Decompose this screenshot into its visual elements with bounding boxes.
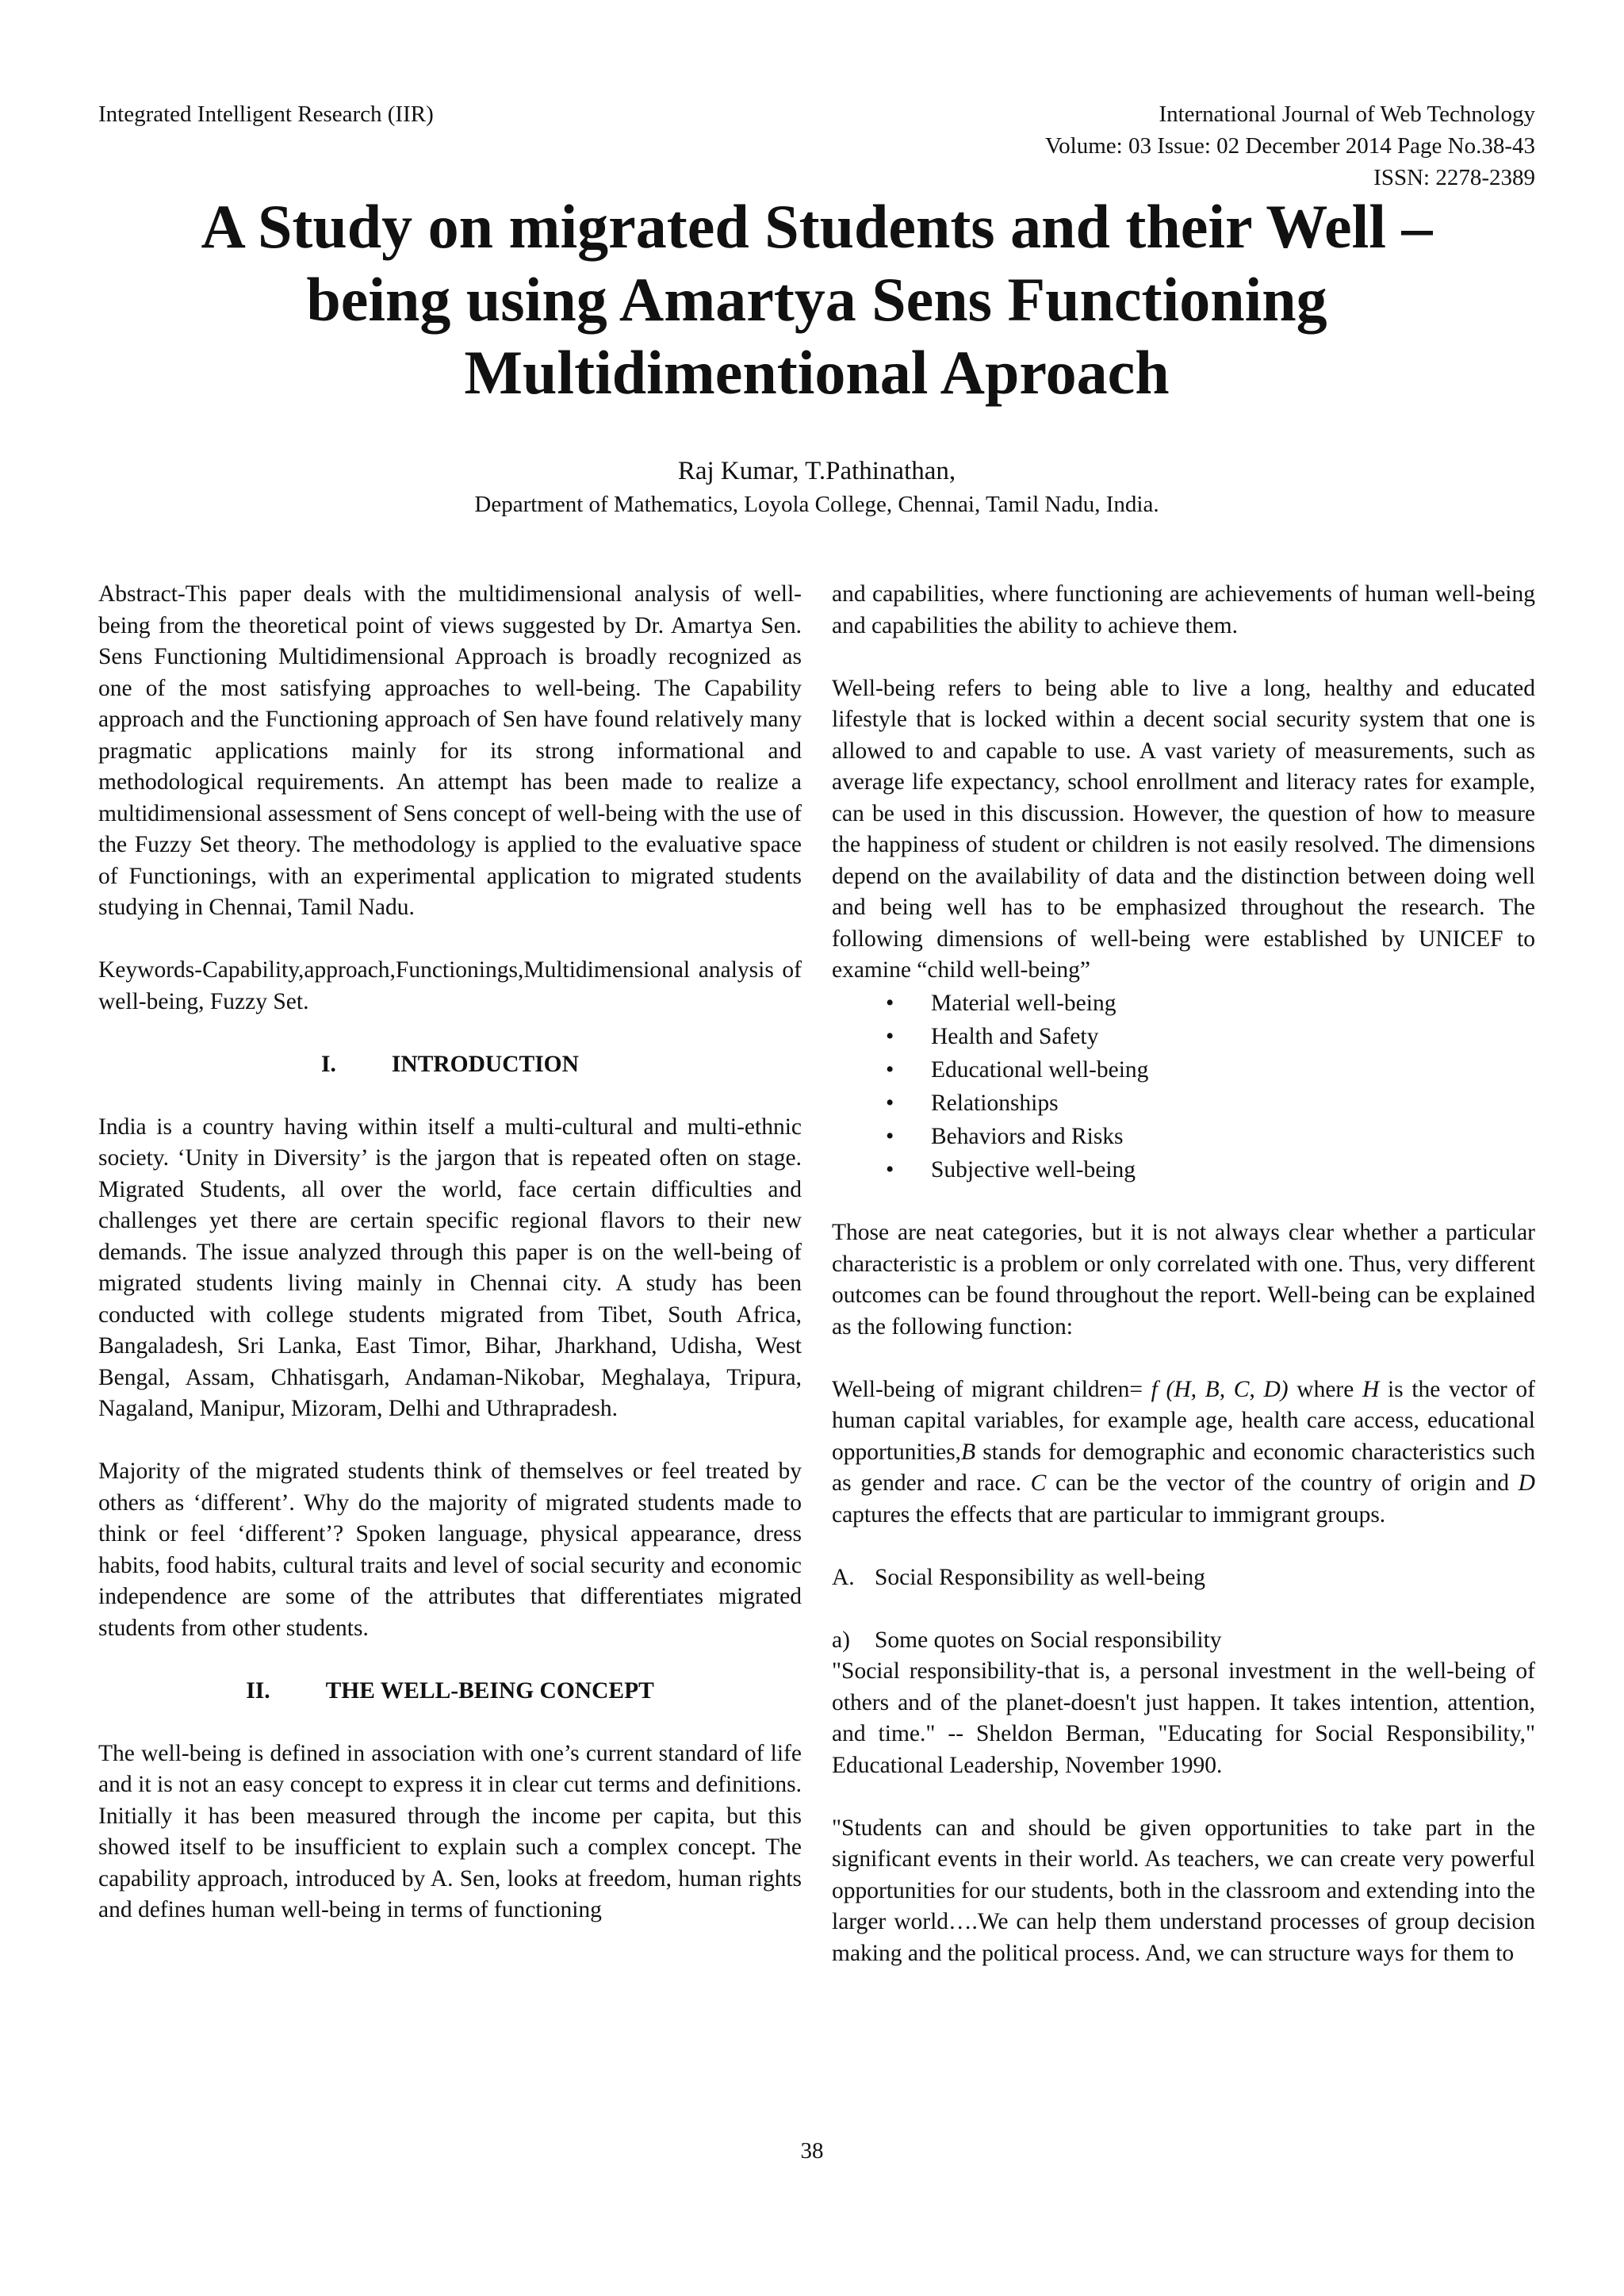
authors: Raj Kumar, T.Pathinathan, [677, 457, 956, 485]
bullet-icon: • [886, 1090, 894, 1116]
list-item [832, 1087, 1535, 1120]
left-column [98, 579, 802, 1926]
function-paragraph [832, 1374, 1535, 1531]
subsubsection-title: Some quotes on Social responsibility [875, 1627, 1222, 1653]
function-text: where [1288, 1376, 1362, 1402]
section-number: I. [321, 1051, 336, 1077]
variable-d: D [1518, 1470, 1535, 1496]
list-item [832, 1053, 1535, 1087]
function-lead-text: Well-being of migrant children= [832, 1376, 1151, 1402]
bullet-icon: • [886, 1023, 894, 1049]
affiliation: Department of Mathematics, Loyola College, Chennai, Tamil Nadu, India. [474, 492, 1159, 517]
list-item [832, 1020, 1535, 1053]
function-text: is the vector of human capital variables, for example age, health care access, educational opportunities, [832, 1376, 1535, 1465]
subsection-label: A. [832, 1564, 855, 1590]
journal-publisher: Integrated Intelligent Research (IIR) [98, 102, 434, 127]
list-item-text: Behaviors and Risks [931, 1123, 1124, 1149]
unicef-dimensions-list [832, 987, 1535, 1186]
intro-paragraph-2: Majority of the migrated students think of themselves or feel treated by others as ‘different’. Why do the majority of migrated students made to think or feel ‘different’? Spoken language, physical appearance, dress habits, food habits, cultural traits and level of social security and economic independence are some of the attributes that differentiates migrated students from other students. [98, 1458, 802, 1641]
bullet-icon: • [886, 1123, 894, 1149]
well-being-paragraph-1: The well-being is defined in association with one’s current standard of life and it is not an easy concept to express it in clear cut terms and definitions. Initially it has been measured through the income per capita, but this showed itself to be insufficient to explain such a complex concept. The capability approach, introduced by A. Sen, looks at freedom, human rights and defines human well-being in terms of functioning [98, 1740, 802, 1922]
list-item-text: Subjective well-being [931, 1156, 1136, 1182]
subsubsection-label: a) [832, 1627, 850, 1653]
list-item-text: Material well-being [931, 990, 1116, 1016]
journal-info [1045, 98, 1535, 194]
subsection-heading-social-responsibility [832, 1562, 1535, 1594]
section-title: INTRODUCTION [391, 1051, 579, 1077]
section-heading-well-being-concept [98, 1676, 802, 1708]
function-expression: f (H, B, C, D) [1151, 1376, 1289, 1402]
keywords: Keywords-Capability,approach,Functionings,Multidimensional analysis of well-being, Fuzzy Set. [98, 957, 802, 1014]
title-line-2: being using Amartya Sens Functioning [306, 265, 1327, 334]
subsection-title: Social Responsibility as well-being [875, 1564, 1206, 1590]
bullet-icon: • [886, 990, 894, 1016]
list-item-text: Relationships [931, 1090, 1059, 1116]
journal-volume-issue: Volume: 03 Issue: 02 December 2014 Page No.38-43 [1044, 133, 1535, 159]
paper-title [98, 190, 1535, 409]
section-title: THE WELL-BEING CONCEPT [325, 1677, 654, 1704]
intro-paragraph-1: India is a country having within itself a multi-cultural and multi-ethnic society. ‘Unity in Diversity’ is the jargon that is repeated often on stage. Migrated Students, all over the world, face certain difficulties and challenges yet there are certain specific regional flavors to their new demands. The issue analyzed through this paper is on the well-being of migrated students living mainly in Chennai city. A study has been conducted with college students migrated from Tibet, South Africa, Bangaladesh, Sri Lanka, East Timor, Bihar, Jharkhand, Udisha, West Bengal, Assam, Chhatisgarh, Andaman-Nikobar, Meghalaya, Tripura, Nagaland, Manipur, Mizoram, Delhi and Uthrapradesh. [98, 1114, 802, 1421]
journal-name: International Journal of Web Technology [1159, 102, 1535, 127]
section-number: II. [246, 1677, 270, 1704]
function-text: can be the vector of the country of origin and [1046, 1470, 1519, 1496]
list-item [832, 1153, 1535, 1186]
bullet-icon: • [886, 1056, 894, 1083]
variable-c: C [1030, 1470, 1047, 1496]
page-number: 38 [800, 2138, 824, 2164]
list-item-text: Health and Safety [931, 1023, 1099, 1049]
quote-berman: "Social responsibility-that is, a personal investment in the well-being of others and of the planet-doesn't just happen. It takes intention, attention, and time." -- Sheldon Berman, "Educating for Social Responsibility," Educational Leadership, November 1990. [832, 1658, 1535, 1778]
quote-students: "Students can and should be given opportunities to take part in the significant events in their world. As teachers, we can create very powerful opportunities for our students, both in the classroom and extending into the larger world….We can help them understand processes of group decision making and the political process. And, we can structure ways for them to [832, 1815, 1535, 1966]
list-item [832, 987, 1535, 1020]
list-item [832, 1120, 1535, 1153]
function-text: captures the effects that are particular to immigrant groups. [832, 1501, 1386, 1527]
section-heading-introduction [98, 1049, 802, 1081]
function-text: stands for demographic and economic characteristics such as gender and race. [832, 1439, 1535, 1496]
continued-paragraph: and capabilities, where functioning are achievements of human well-being and capabilities the ability to achieve them. [832, 581, 1535, 638]
well-being-paragraph-2: Well-being refers to being able to live a long, healthy and educated lifestyle that is locked within a decent social security system that one is allowed to and capable to use. A vast variety of measurements, such as average life expectancy, school enrollment and literacy rates for example, can be used in this discussion. However, the question of how to measure the happiness of student or children is not easily resolved. The dimensions depend on the availability of data and the distinction between doing well and being well has to be emphasized throughout the research. The following dimensions of well-being were established by UNICEF to examine “child well-being” [832, 675, 1535, 983]
list-item-text: Educational well-being [931, 1056, 1149, 1083]
categories-paragraph: Those are neat categories, but it is not always clear whether a particular characteristic is a problem or only correlated with one. Thus, very different outcomes can be found throughout the report. Well-being can be explained as the following function: [832, 1220, 1535, 1340]
subsubsection-heading-quotes [832, 1625, 1535, 1657]
bullet-icon: • [886, 1156, 894, 1182]
title-line-1: A Study on migrated Students and their Well – [201, 192, 1433, 261]
journal-issn: ISSN: 2278-2389 [1373, 165, 1535, 190]
abstract: Abstract-This paper deals with the multidimensional analysis of well-being from the theoretical point of views suggested by Dr. Amartya Sen. Sens Functioning Multidimensional Approach is broadly recognized as one of the most satisfying approaches to well-being. The Capability approach and the Functioning approach of Sen have found relatively many pragmatic applications mainly for its strong informational and methodological requirements. An attempt has been made to realize a multidimensional assessment of Sens concept of well-being with the use of the Fuzzy Set theory. The methodology is applied to the evaluative space of Functionings, with an experimental application to migrated students studying in Chennai, Tamil Nadu. [98, 581, 802, 920]
right-column [832, 579, 1535, 1969]
variable-b: B [961, 1439, 976, 1465]
variable-h: H [1362, 1376, 1380, 1402]
title-line-3: Multidimentional Aproach [464, 338, 1170, 407]
